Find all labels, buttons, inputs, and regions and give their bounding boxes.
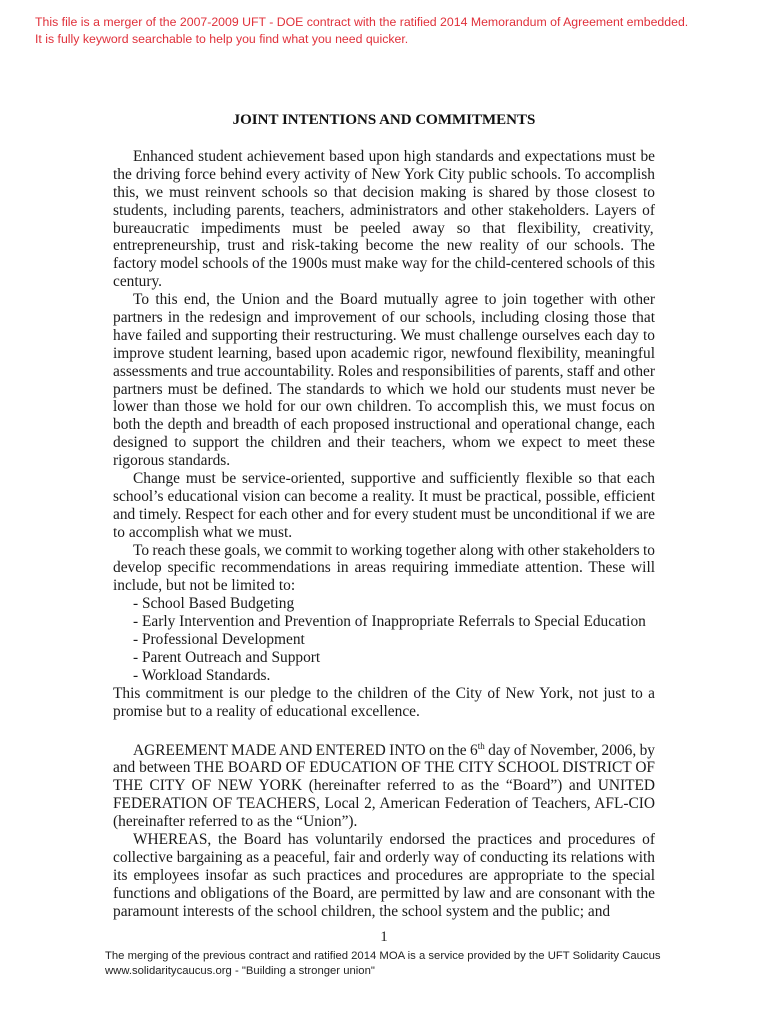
ordinal-suffix: th: [477, 740, 485, 751]
paragraph-2-line: To this end, the Union and the Board mutually agree to join together with other: [133, 291, 655, 309]
page-number: 1: [380, 929, 388, 945]
list-item: - Parent Outreach and Support: [133, 648, 321, 666]
whereas-line: its employees insofar as such practices and procedures are appropriate to the special: [113, 866, 655, 884]
paragraph-1-line: factory model schools of the 1900s must make way for the child-centered schools of this: [113, 255, 655, 273]
paragraph-2-line: lower than those we hold for our own children. To accomplish this, we must focus on: [113, 398, 655, 416]
paragraph-2-line: designed to support the children and their teachers, whom we expect to meet these: [113, 434, 655, 452]
paragraph-4-line: To reach these goals, we commit to working together along with other stakeholders to: [133, 541, 655, 559]
agreement-text: AGREEMENT MADE AND ENTERED INTO on the 6: [133, 741, 478, 759]
header-notice-line-1: This file is a merger of the 2007-2009 UFT - DOE contract with the ratified 2014 Memorandum of Agreement embedded.: [35, 15, 689, 29]
list-item: - Early Intervention and Prevention of Inappropriate Referrals to Special Education: [133, 613, 646, 631]
footer-line-1: The merging of the previous contract and ratified 2014 MOA is a service provided by the UFT Solidarity Caucus: [105, 950, 661, 962]
header-notice: [35, 14, 688, 48]
paragraph-4-line: include, but not be limited to:: [113, 577, 296, 595]
document-body: [113, 148, 655, 920]
agreement-line: and between THE BOARD OF EDUCATION OF THE CITY SCHOOL DISTRICT OF: [113, 759, 655, 777]
paragraph-4-line: develop specific recommendations in areas requiring immediate attention. These will: [113, 559, 655, 577]
section-title: JOINT INTENTIONS AND COMMITMENTS: [232, 112, 536, 128]
paragraph-1-line: entrepreneurship, trust and risk-taking become the new reality of our schools. The: [113, 237, 655, 255]
paragraph-1-line: the driving force behind every activity of New York City public schools. To accomplish: [113, 165, 655, 183]
paragraph-2-line: partners must be defined. The standards to which we hold our students must never be: [113, 380, 655, 398]
paragraph-2-line: partners in the redesign and improvement of our schools, including closing those that: [113, 309, 655, 327]
commitment-line: This commitment is our pledge to the children of the City of New York, not just to a: [113, 684, 655, 702]
paragraph-1-line: this, we must reinvent schools so that decision making is shared by those closest to: [113, 183, 655, 201]
list-item: - Workload Standards.: [133, 666, 271, 684]
paragraph-2-line: rigorous standards.: [113, 452, 231, 470]
paragraph-2-line: improve student learning, based upon academic rigor, newfound flexibility, meaningful: [113, 344, 655, 362]
whereas-line: paramount interests of the school children, the school system and the public; and: [113, 902, 611, 920]
agreement-line: (hereinafter referred to as the “Union”).: [113, 813, 358, 831]
paragraph-gap: [113, 721, 655, 742]
list-item: - Professional Development: [133, 631, 305, 649]
whereas-line: collective bargaining as a peaceful, fair and orderly way of conducting its relations with: [113, 848, 655, 866]
paragraph-3-line: and timely. Respect for each other and for every student must be unconditional if we are: [113, 505, 655, 523]
paragraph-3-line: school’s educational vision can become a reality. It must be practical, possible, efficient: [113, 487, 655, 505]
agreement-line: THE CITY OF NEW YORK (hereinafter referred to as the “Board”) and UNITED: [113, 777, 655, 795]
header-notice-line-2: It is fully keyword searchable to help you find what you need quicker.: [35, 32, 409, 46]
paragraph-1-line: students, including parents, teachers, administrators and other stakeholders. Layers of: [113, 201, 655, 219]
list-item: - School Based Budgeting: [133, 595, 295, 613]
paragraph-3-line: Change must be service-oriented, supportive and sufficiently flexible so that each: [133, 470, 655, 488]
paragraph-1-line: bureaucratic impediments must be peeled away so that flexibility, creativity,: [113, 219, 654, 237]
footer-line-2: www.solidaritycaucus.org - "Building a stronger union": [105, 965, 375, 977]
agreement-text: day of November, 2006, by: [484, 741, 655, 759]
paragraph-2-line: both the depth and breadth of each proposed instructional and operational change, each: [113, 416, 655, 434]
footer: [105, 949, 661, 979]
paragraph-1-line: century.: [113, 273, 162, 291]
agreement-line: [113, 742, 655, 760]
paragraph-1-line: Enhanced student achievement based upon high standards and expectations must be: [133, 148, 655, 165]
paragraph-2-line: assessments and true accountability. Roles and responsibilities of parents, staff and other: [113, 362, 655, 380]
paragraph-2-line: have failed and supporting their restructuring. We must challenge ourselves each day to: [113, 326, 655, 344]
agreement-line: FEDERATION OF TEACHERS, Local 2, American Federation of Teachers, AFL-CIO: [113, 795, 655, 813]
whereas-line: WHEREAS, the Board has voluntarily endorsed the practices and procedures of: [133, 830, 655, 848]
whereas-line: functions and obligations of the Board, are permitted by law and are consonant with the: [113, 884, 655, 902]
paragraph-3-line: to accomplish what we must.: [113, 523, 293, 541]
commitment-line: promise but to a reality of educational excellence.: [113, 702, 420, 720]
